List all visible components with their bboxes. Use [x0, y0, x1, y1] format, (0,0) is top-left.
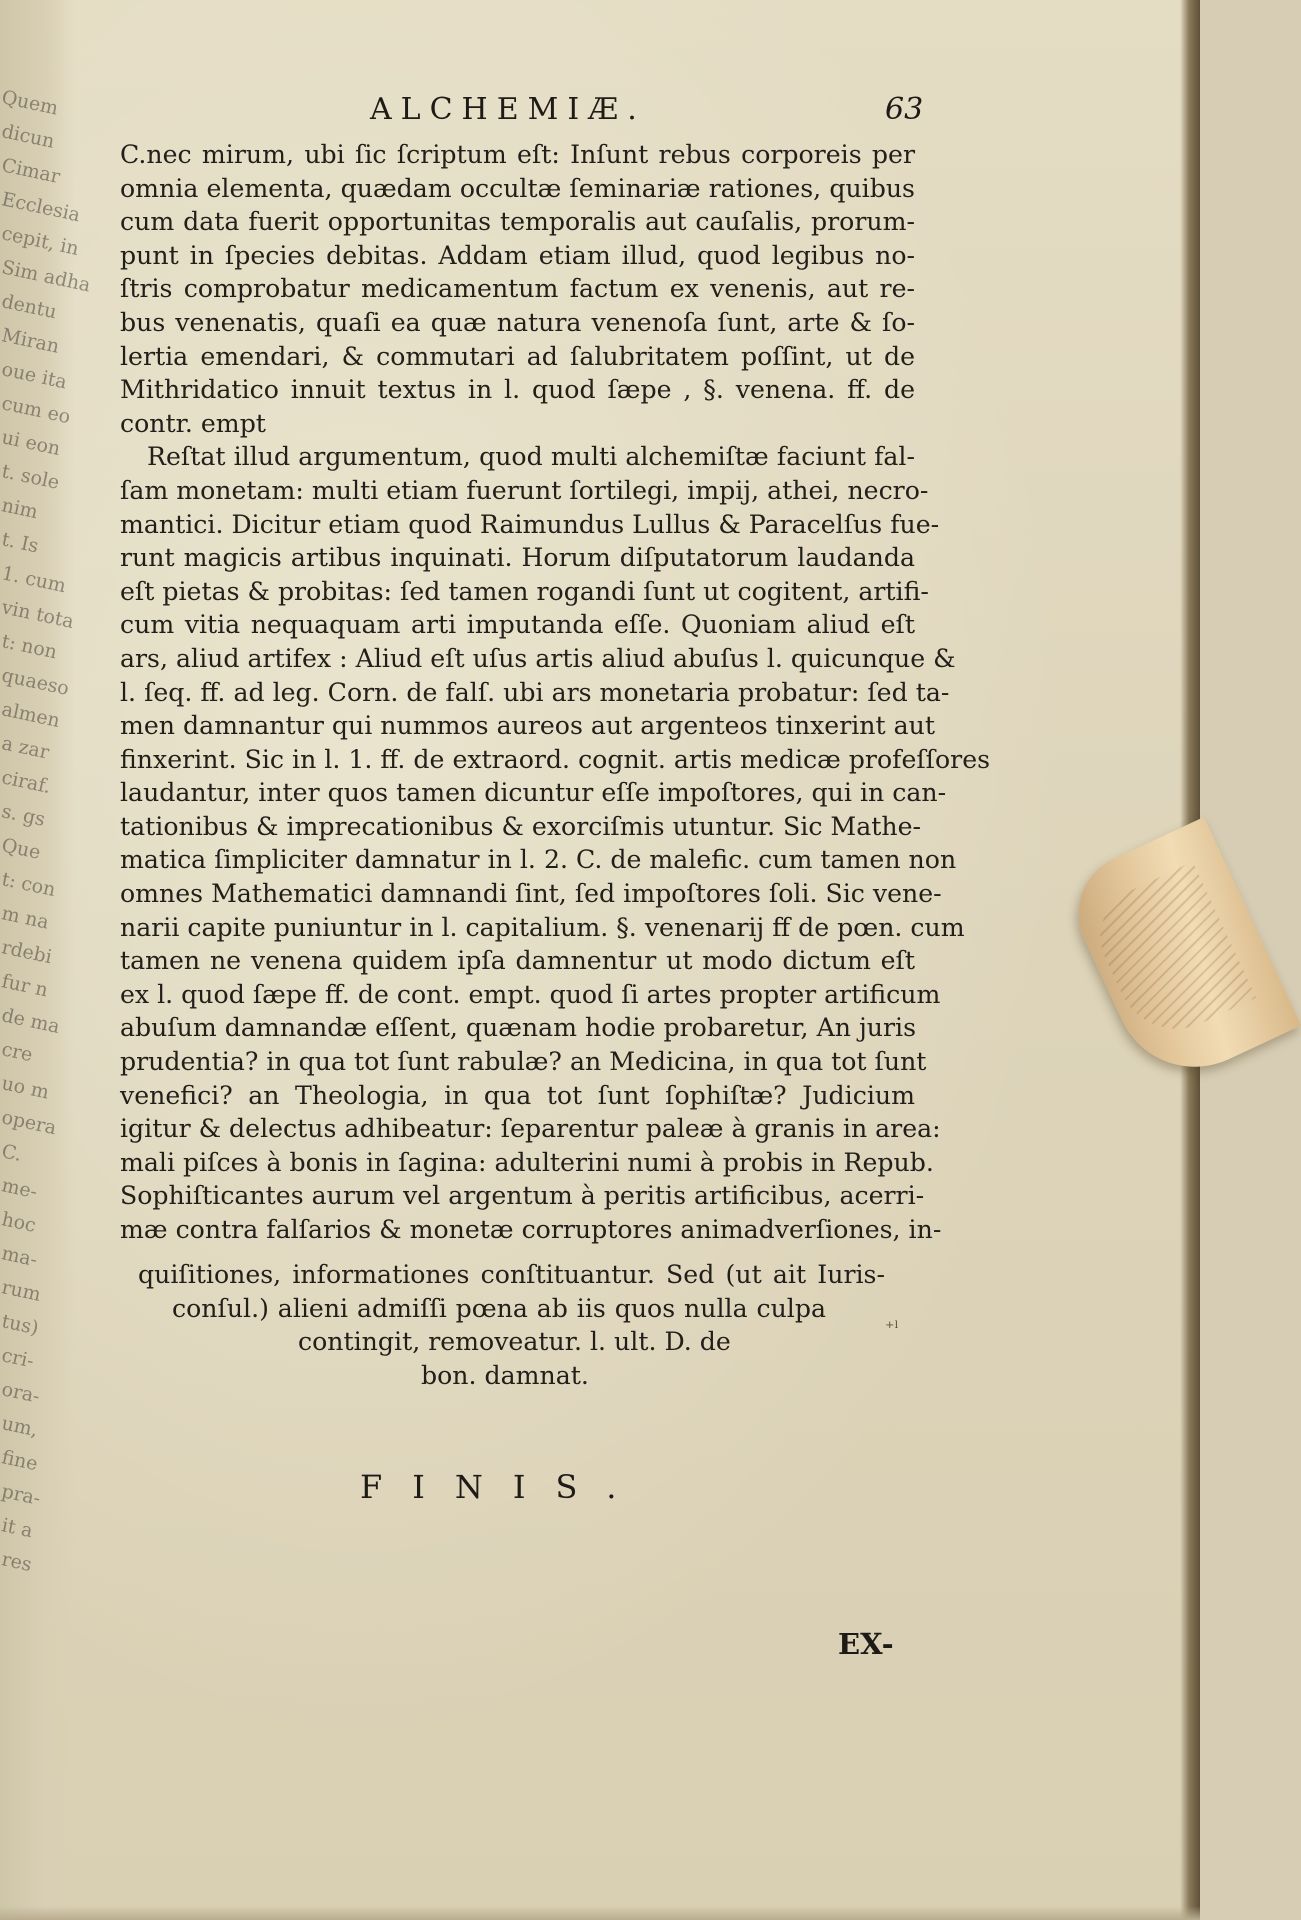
text-line: venefici? an Theologia, in qua tot ſunt ſophiſtæ? Judicium [120, 1080, 915, 1110]
text-line: ſam monetam: multi etiam fuerunt ſortilegi, impij, athei, necro- [120, 475, 929, 505]
gutter-fragment: ora- [0, 1378, 42, 1408]
text-line: C.nec mirum, ubi ſic ſcriptum eſt: Inſunt rebus corporeis per [120, 140, 915, 169]
gutter-fragment: dicun [0, 120, 57, 153]
text-line: tamen ne venena quidem ipſa damnentur ut modo dictum eſt [120, 946, 915, 976]
gutter-fragment: me- [0, 1174, 40, 1204]
text-line: mantici. Dicitur etiam quod Raimundus Lullus & Paracelſus fue- [120, 509, 940, 539]
text-line: igitur & delectus adhibeatur: ſeparentur paleæ à granis in area: [120, 1114, 941, 1144]
text-line: Reſtat illud argumentum, quod multi alchemiſtæ faciunt fal- [147, 442, 915, 472]
gutter-fragment: Sim adha [0, 256, 93, 297]
text-line: lertia emendari, & commutari ad ſalubritatem poſſint, ut de [120, 341, 915, 371]
gutter-fragment: cri- [0, 1344, 36, 1373]
gutter-fragment: dentu [0, 290, 59, 324]
gutter-fragment: vin tota [0, 596, 76, 633]
text-line: mæ contra falſarios & monetæ corruptores animadverſiones, in- [120, 1215, 942, 1244]
text-line: ex l. quod ſæpe ff. de cont. empt. quod ſi artes propter artificum [120, 979, 941, 1009]
gutter-fragment: fine [0, 1446, 40, 1476]
facing-page-fragments [0, 80, 93, 1700]
text-line: contr. empt [120, 408, 266, 438]
closing-paragraph-tail [120, 1258, 915, 1392]
text-line: omnes Mathematici damnandi ſint, ſed impoſtores ſoli. Sic vene- [120, 879, 942, 909]
gutter-fragment: Que [0, 834, 43, 864]
gutter-fragment: Ecclesia [0, 188, 83, 227]
gutter-fragment: t: con [0, 868, 58, 902]
text-line: ars, aliud artifex : Aliud eſt uſus artis aliud abuſus l. quicunque & [120, 643, 956, 673]
gutter-fragment: C. [0, 1140, 24, 1166]
margin-speck: ⁺ˡ [885, 1318, 899, 1339]
text-line: abuſum damnandæ eſſent, quænam hodie probaretur, An juris [120, 1013, 917, 1043]
text-line: mali piſces à bonis in ſagina: adulterini numi à probis in Repub. [120, 1147, 934, 1177]
gutter-fragment: hoc [0, 1208, 38, 1237]
tail-line: bon. damnat. [421, 1360, 589, 1390]
text-line: punt in ſpecies debitas. Addam etiam illud, quod legibus no- [120, 240, 915, 270]
text-line: Sophiſticantes aurum vel argentum à peritis artificibus, acerri- [120, 1181, 925, 1211]
gutter-fragment: rum [0, 1276, 43, 1306]
gutter-fragment: cum eo [0, 392, 73, 429]
gutter-fragment: ui eon [0, 426, 63, 461]
gutter-fragment: quaeso [0, 664, 71, 700]
gutter-fragment: Miran [0, 324, 62, 358]
text-line: omnia elementa, quædam occultæ ſeminariæ rationes, quibus [120, 173, 915, 203]
text-line: matica ſimpliciter damnatur in l. 2. C. de malefic. cum tamen non [120, 845, 957, 875]
finis-heading: FINIS. [360, 1468, 647, 1506]
gutter-fragment: almen [0, 698, 62, 733]
tail-line: conſul.) alieni admiſſi pœna ab iis quos nulla culpa [172, 1293, 826, 1323]
page-bottom-edge [0, 1906, 1200, 1920]
gutter-fragment: tus) [0, 1310, 41, 1340]
text-line: prudentia? in qua tot ſunt rabulæ? an Medicina, in qua tot ſunt [120, 1047, 927, 1077]
gutter-fragment: a zar [0, 732, 52, 764]
text-line: Mithridatico innuit textus in l. quod ſæpe , §. venena. ff. de [120, 375, 915, 405]
gutter-fragment: Cimar [0, 154, 63, 189]
page-header [120, 92, 924, 132]
gutter-fragment: fur n [0, 970, 50, 1002]
gutter-fragment: res [0, 1548, 34, 1577]
text-line: cum vitia nequaquam arti imputanda eſſe. Quoniam aliud eſt [120, 610, 915, 640]
gutter-fragment: de ma [0, 1004, 62, 1038]
gutter-fragment: oue ita [0, 358, 69, 394]
gutter-fragment: ciraf. [0, 766, 53, 799]
text-line: narii capite puniuntur in l. capitalium. §. venenarij ff de pœn. cum [120, 912, 965, 942]
text-line: bus venenatis, quaſi ea quæ natura venenoſa ſunt, arte & ſo- [120, 307, 915, 337]
gutter-fragment: uo m [0, 1072, 51, 1104]
text-line: men damnantur qui nummos aureos aut argenteos tinxerint aut [120, 711, 936, 741]
running-head: ALCHEMIÆ. [370, 92, 646, 127]
text-line: ſtris comprobatur medicamentum factum ex venenis, aut re- [120, 274, 915, 304]
gutter-fragment: t. sole [0, 460, 62, 494]
text-line: tationibus & imprecationibus & exorciſmis utuntur. Sic Mathe- [120, 811, 921, 841]
gutter-fragment: Quem [0, 86, 61, 120]
text-line: finxerint. Sic in l. 1. ff. de extraord. cognit. artis medicæ profeſſores [120, 744, 991, 774]
gutter-fragment: nim [0, 494, 40, 524]
gutter-fragment: cepit, in [0, 222, 81, 261]
facing-page-gutter [0, 0, 93, 1920]
body-text [120, 138, 991, 1247]
gutter-fragment: ma- [0, 1242, 40, 1272]
gutter-fragment: m na [0, 902, 51, 934]
gutter-fragment: rdebi [0, 936, 54, 969]
gutter-fragment: t. Is [0, 528, 41, 558]
text-line: runt magicis artibus inquinati. Horum diſputatorum laudanda [120, 543, 915, 573]
text-line: eſt pietas & probitas: ſed tamen rogandi ſunt ut cogitent, artifi- [120, 576, 929, 606]
tail-line: quiſitiones, informationes conſtituantur. Sed (ut ait Iuris- [138, 1260, 885, 1289]
gutter-fragment: pra- [0, 1480, 43, 1510]
catchword: EX- [838, 1627, 894, 1661]
gutter-fragment: opera [0, 1106, 59, 1140]
text-line: laudantur, inter quos tamen dicuntur eſſe impoſtores, qui in can- [120, 778, 947, 808]
gutter-fragment: cre [0, 1038, 35, 1067]
gutter-fragment: s. gs [0, 800, 48, 831]
gutter-fragment: um, [0, 1412, 40, 1442]
text-line: cum data fuerit opportunitas temporalis aut cauſalis, prorum- [120, 207, 915, 237]
tail-line: contingit, removeatur. l. ult. D. de [298, 1327, 731, 1357]
gutter-fragment: 1. cum [0, 562, 68, 598]
page-number: 63 [885, 92, 924, 127]
text-line: l. ſeq. ff. ad leg. Corn. de falſ. ubi ars monetaria probatur: ſed ta- [120, 677, 950, 707]
gutter-fragment: it a [0, 1514, 35, 1543]
gutter-fragment: t: non [0, 630, 60, 664]
